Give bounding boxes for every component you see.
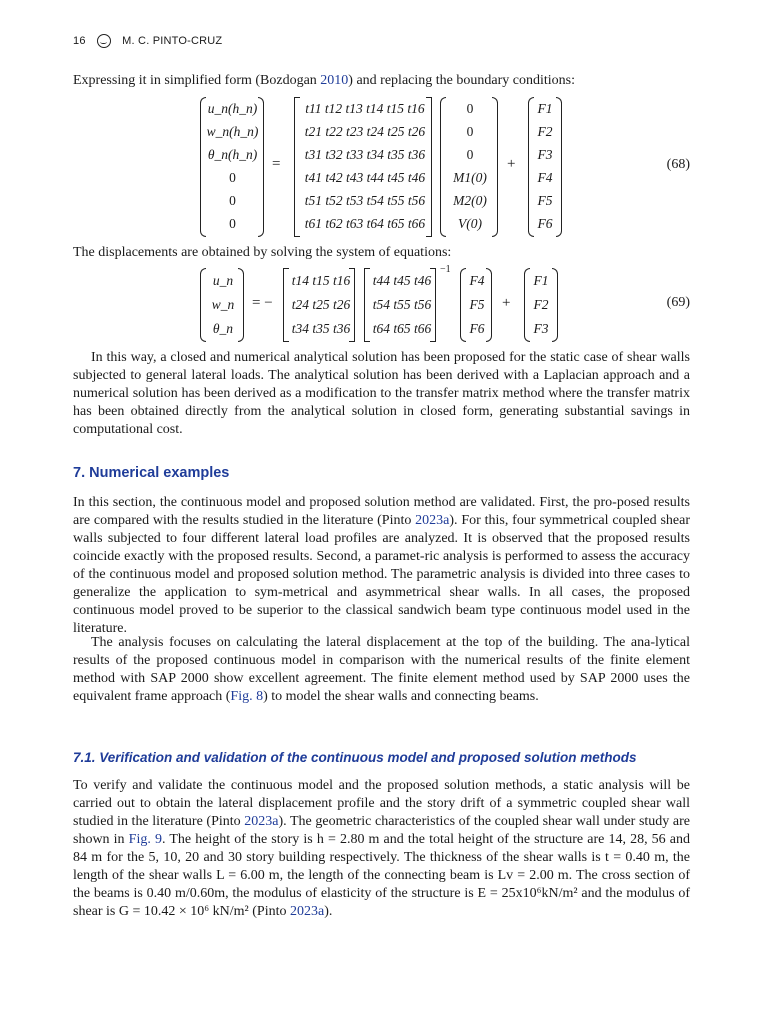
matrix-row: t31 t32 t33 t34 t35 t36 [304, 147, 426, 162]
equals-minus: = − [252, 295, 273, 311]
citation-link[interactable]: 2023a [244, 814, 279, 829]
eq69-load-vector-a [466, 268, 488, 340]
vector-entry: 0 [466, 147, 474, 162]
plus-sign: + [502, 295, 511, 311]
matrix-row: t44 t45 t46 [372, 272, 432, 288]
load-entry: F2 [537, 124, 553, 139]
eq69-load-vector-b [530, 268, 552, 340]
lhs-entry: θ_n(h_n) [207, 147, 258, 162]
matrix-row: t24 t25 t26 [291, 296, 351, 312]
load-entry: F6 [469, 320, 485, 336]
intro-line: Expressing it in simplified form (Bozdogan 2010) and replacing the boundary conditions: [73, 73, 575, 88]
eq69-matrix-2 [370, 268, 434, 340]
lhs-entry: u_n(h_n) [207, 101, 258, 116]
citation-link[interactable]: 2010 [320, 73, 349, 88]
eq68-lhs-vector [205, 97, 260, 235]
load-entry: F6 [537, 216, 553, 231]
brace-right [486, 268, 492, 342]
brace-right [258, 97, 264, 237]
brace-right [492, 97, 498, 237]
brace-right [238, 268, 244, 342]
bracket-right [349, 268, 355, 342]
section71-paragraph: To verify and validate the continuous model and the proposed solution methods, a static analysis will be carried out to obtain the lateral displacement profile and the story drift of a symmetric coupled shear wall studied in the literature (Pinto 2023a). The geometric characteristics of the coupled shear wall under study are shown in Fig. 9. The height of the story is h = 2.80 m and the total height of the structure are 14, 28, 56 and 84 m for the 5, 10, 20 and 30 story building respectively. The thickness of the shear walls is t = 0.40 m, the length of the shear walls L = 6.00 m, the length of the connecting beam is Lv = 2.00 m. The cross section of the beams is 0.40 m/0.60m, the modulus of elasticity of the structure is E = 25x10⁶kN/m² and the modulus of shear is G = 10.42 × 10⁶ kN/m² (Pinto 2023a). [73, 778, 690, 919]
citation-link[interactable]: 2023a [415, 513, 450, 528]
summary-paragraph: In this way, a closed and numerical analytical solution has been proposed for the static case of shear walls subjected to general lateral loads. The analytical solution has been derived with a Laplacian approach and a numerical solution has been derived as a modification to the transfer matrix method where the transfer matrix has been obtained directly from the analytical solution in closed form, generating substantial savings in computational cost. [73, 350, 690, 437]
equation-number: (68) [666, 157, 690, 172]
load-entry: F1 [533, 272, 549, 288]
matrix-row: t14 t15 t16 [291, 272, 351, 288]
matrix-row: t51 t52 t53 t54 t55 t56 [304, 193, 426, 208]
equation-number: (69) [666, 295, 690, 310]
page-number: 16 [73, 35, 86, 47]
load-entry: F2 [533, 296, 549, 312]
eq68-t-matrix [300, 97, 430, 235]
figure-link[interactable]: Fig. 8 [230, 689, 264, 704]
vector-entry: M2(0) [453, 193, 487, 208]
load-entry: F4 [469, 272, 485, 288]
plus-sign: + [507, 156, 516, 172]
vector-entry: 0 [466, 124, 474, 139]
load-entry: F5 [537, 193, 553, 208]
eq68-load-vector [534, 97, 556, 235]
load-entry: F5 [469, 296, 485, 312]
matrix-row: t64 t65 t66 [372, 320, 432, 336]
load-entry: F4 [537, 170, 553, 185]
bracket-right [430, 268, 436, 342]
brace-right [556, 97, 562, 237]
section-heading: 7. Numerical examples [73, 465, 230, 481]
lhs-entry: w_n [211, 296, 235, 312]
vector-entry: 0 [466, 101, 474, 116]
journal-logo-icon [97, 34, 111, 48]
figure-link[interactable]: Fig. 9 [128, 832, 162, 847]
brace-right [552, 268, 558, 342]
matrix-row: t34 t35 t36 [291, 320, 351, 336]
lhs-entry: u_n [212, 272, 234, 288]
matrix-row: t41 t42 t43 t44 t45 t46 [304, 170, 426, 185]
lhs-entry: θ_n [212, 320, 234, 336]
subsection-heading: 7.1. Verification and validation of the continuous model and proposed solution methods [73, 750, 637, 765]
matrix-row: t54 t55 t56 [372, 296, 432, 312]
bracket-right [426, 97, 432, 237]
lhs-entry: w_n(h_n) [206, 124, 259, 139]
eq68-boundary-vector [446, 97, 494, 235]
load-entry: F3 [533, 320, 549, 336]
eq69-lhs-vector [206, 268, 240, 340]
equals-sign: = [272, 156, 281, 172]
inverse-exponent: −1 [440, 264, 451, 275]
lhs-entry: 0 [229, 216, 236, 231]
displacement-line: The displacements are obtained by solving the system of equations: [73, 245, 452, 260]
lhs-entry: 0 [229, 193, 236, 208]
vector-entry: M1(0) [453, 170, 487, 185]
lhs-entry: 0 [229, 170, 236, 185]
section7-paragraph-2: The analysis focuses on calculating the lateral displacement at the top of the building. The ana-lytical results of the proposed continuous model in comparison with the numerical results of the finite element method with SAP 2000 show excellent agreement. The finite element method used by SAP 2000 uses the equivalent frame approach (Fig. 8) to model the shear walls and connecting beams. [73, 635, 690, 704]
matrix-row: t21 t22 t23 t24 t25 t26 [304, 124, 426, 139]
matrix-row: t11 t12 t13 t14 t15 t16 [305, 101, 425, 116]
matrix-row: t61 t62 t63 t64 t65 t66 [304, 216, 426, 231]
running-header [73, 34, 222, 48]
vector-entry: V(0) [458, 216, 482, 231]
section7-paragraph-1: In this section, the continuous model and proposed solution method are validated. First, the pro-posed results are compared with the results studied in the literature (Pinto 2023a). For this, four symmetrical coupled shear walls subjected to four different lateral load profiles are analyzed. It is observed that the proposed results coincide exactly with the proposed results. Second, a paramet-ric analysis is performed to assess the accuracy of the continuous model and proposed solution method. The parametric analysis is divided into three cases to generalize the application to sym-metrical and asymmetrical shear walls. In all cases, the proposed continuous model proved to be superior to the classical sandwich beam type continuous model used in the literature. [73, 495, 691, 636]
author-name: M. C. PINTO-CRUZ [122, 35, 223, 47]
load-entry: F3 [537, 147, 553, 162]
eq69-matrix-1 [289, 268, 353, 340]
citation-link[interactable]: 2023a [289, 904, 325, 919]
load-entry: F1 [537, 101, 553, 116]
